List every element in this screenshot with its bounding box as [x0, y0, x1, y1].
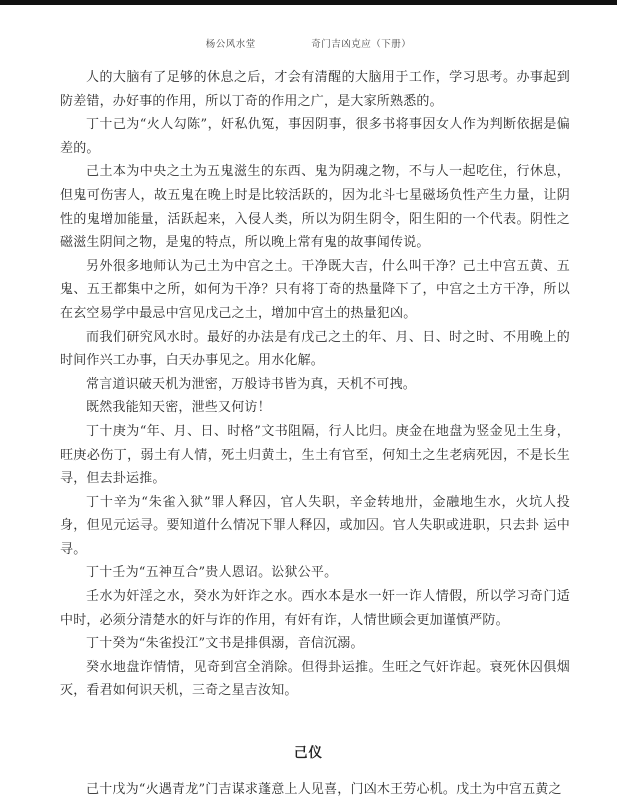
body-text [60, 66, 570, 703]
paragraph: 而我们研究风水时。最好的办法是有戊己之土的年、月、日、时之时、不用晚上的时间作兴工办事，白天办事见之。用水化解。 [60, 329, 570, 369]
paragraph: 丁十庚为“年、月、日、时格”文书阻隔，行人比归。庚金在地盘为竖金见土生身，旺庚必伤丁，弱土有人情，死土归黄土，生土有官至，何知土之生老病死因，不是长生寻，但去卦运推。 [60, 423, 570, 487]
header-right-text: 奇门吉凶克应（下册） [311, 39, 412, 50]
paragraph: 既然我能知天密，泄些又何访！ [86, 400, 271, 416]
paragraph: 常言道识破天机为泄密，万般诗书皆为真，天机不可拽。 [86, 376, 417, 392]
section-body [60, 778, 570, 802]
paragraph: 丁十癸为“朱雀投江”文书是排俱溺，音信沉溺。 [86, 636, 364, 652]
paragraph: 己土本为中央之土为五鬼滋生的东西、鬼为阴魂之物，不与人一起吃住，行休息，但鬼可伤害人，故五鬼在晚上时是比较活跃的，因为北斗七星磁场负性产生力量，让阴性的鬼增加能量，活跃起来，入侵人类，所以为阴生阴令，阳生阳的一个代表。阴性之磁滋生阴间之物，是鬼的特点，所以晚上常有鬼的故事闻传说。 [60, 164, 570, 251]
page-top-border [0, 0, 617, 5]
running-header [0, 36, 617, 50]
section-heading: 己仪 [294, 745, 323, 761]
paragraph: 丁十壬为“五神互合”贵人恩诏。讼狱公平。 [86, 565, 338, 581]
paragraph: 丁十己为“火人勾陈”，奸私仇冤，事因阴事，很多书将事因女人作为判断依据是偏差的。 [60, 117, 570, 156]
paragraph: 己十戊为“火遇青龙”门吉谋求蓬意上人见喜，门凶木王劳心机。戊土为中宫五黄之 [86, 782, 562, 797]
paragraph: 丁十辛为“朱雀入狱”罪人释囚，官人失职，辛金转地卅，金融地生水，火坑人投身，但见元运寻。要知道什么情况下罪人释囚，或加囚。官人失职或进职，只去卦 运中寻。 [60, 494, 570, 557]
paragraph: 壬水为奸淫之水，癸水为奸诈之水。西水本是水一奸一诈人情假，所以学习奇门适中时，必须分清楚水的奸与诈的作用，有奸有诈，人情世顾会更加谨慎严防。 [60, 589, 570, 628]
paragraph: 人的大脑有了足够的休息之后，才会有清醒的大脑用于工作，学习思考。办事起到防差错，办好事的作用，所以丁奇的作用之广，是大家所熟悉的。 [60, 70, 570, 109]
paragraph: 另外很多地师认为己土为中宫之土。干净既大吉，什么叫干净？己土中宫五黄、五鬼、五王都集中之所，如何为干净？只有将丁奇的热量降下了，中宫之土方干净，所以在玄空易学中最忌中宫见戊己之土，增加中宫土的热量犯凶。 [60, 258, 570, 321]
header-left-text: 杨公风水堂 [205, 39, 256, 50]
paragraph: 癸水地盘诈情情，见奇到宫全消除。但得卦运推。生旺之气奸诈起。衰死休囚俱烟灭，看君如何识天机，三奇之星吉汝知。 [60, 659, 570, 699]
